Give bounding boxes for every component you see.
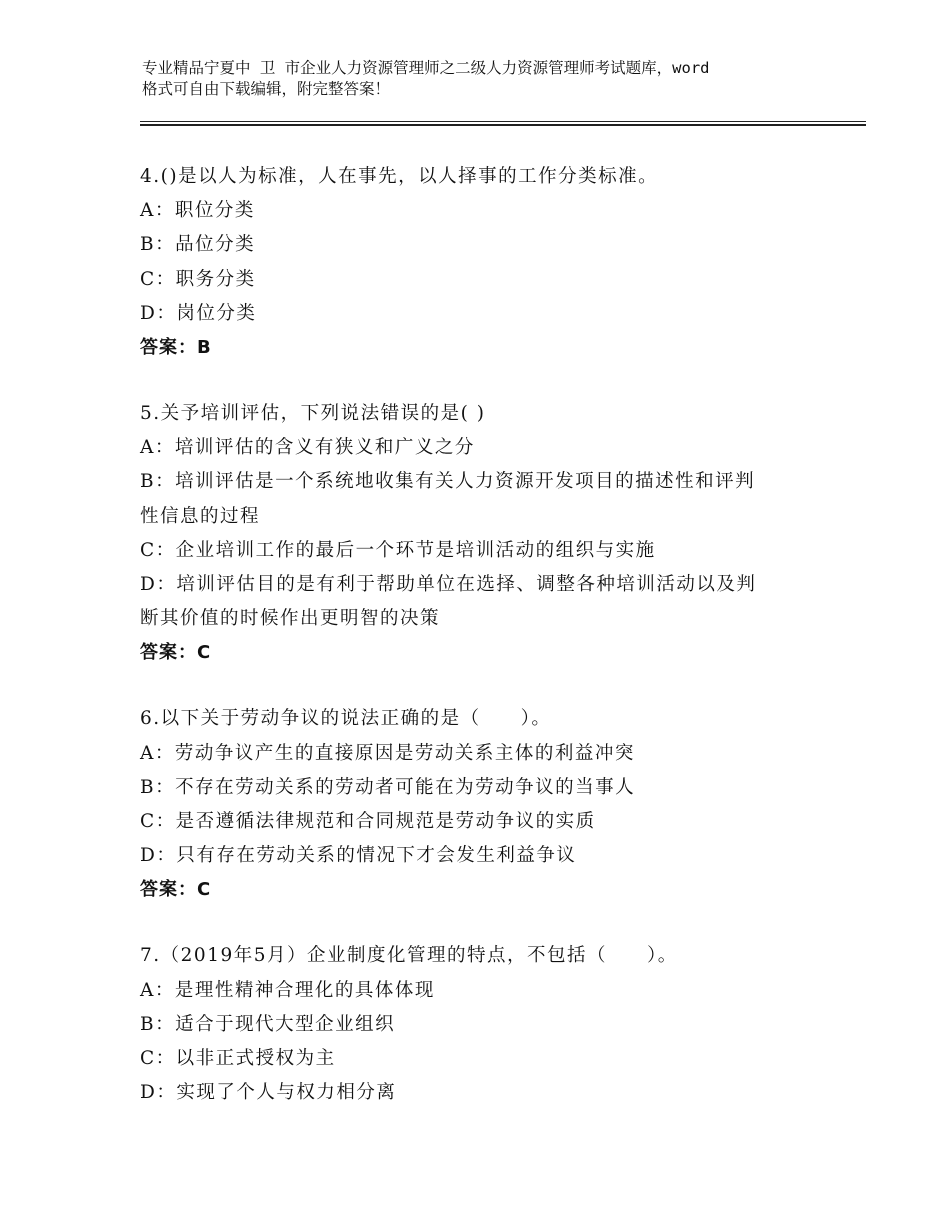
header-divider-thin xyxy=(140,121,866,122)
option-a: A：职位分类 xyxy=(140,200,255,222)
option-b-continued: 性信息的过程 xyxy=(140,505,261,527)
answer-label: 答案：C xyxy=(140,642,212,664)
option-d: D：只有存在劳动关系的情况下才会发生利益争议 xyxy=(140,845,577,867)
option-c: C：是否遵循法律规范和合同规范是劳动争议的实质 xyxy=(140,811,596,833)
question-stem: 5.关予培训评估，下列说法错误的是( ) xyxy=(140,403,486,425)
option-d: D：岗位分类 xyxy=(140,302,257,324)
question-list xyxy=(140,160,820,1142)
document-header xyxy=(142,58,842,100)
question-7 xyxy=(140,939,820,1110)
option-a: A：是理性精神合理化的具体体现 xyxy=(140,979,435,1001)
option-a: A：劳动争议产生的直接原因是劳动关系主体的利益冲突 xyxy=(140,742,635,764)
header-line-2: 格式可自由下载编辑，附完整答案！ xyxy=(142,80,391,98)
option-b: B：不存在劳动关系的劳动者可能在为劳动争议的当事人 xyxy=(140,776,636,798)
option-b: B：品位分类 xyxy=(140,234,256,256)
header-line-1: 专业精品宁夏中 卫 市企业人力资源管理师之二级人力资源管理师考试题库，word xyxy=(142,59,710,77)
question-4 xyxy=(140,160,820,365)
question-5 xyxy=(140,397,820,670)
option-d-continued: 断其价值的时候作出更明智的决策 xyxy=(140,608,441,630)
question-stem: 6.以下关于劳动争议的说法正确的是（ ）。 xyxy=(140,708,552,730)
question-stem: 4.()是以人为标准，人在事先，以人择事的工作分类标准。 xyxy=(140,166,659,187)
answer-label: 答案：B xyxy=(140,337,212,359)
question-stem: 7.（2019年5月）企业制度化管理的特点，不包括（ ）。 xyxy=(140,945,678,967)
option-c: C：企业培训工作的最后一个环节是培训活动的组织与实施 xyxy=(140,539,656,561)
option-b: B：适合于现代大型企业组织 xyxy=(140,1013,396,1035)
option-b: B：培训评估是一个系统地收集有关人力资源开发项目的描述性和评判 xyxy=(140,471,756,493)
option-c: C：职务分类 xyxy=(140,268,256,290)
header-divider-thick xyxy=(140,124,866,126)
option-c: C：以非正式授权为主 xyxy=(140,1048,336,1070)
question-6 xyxy=(140,702,820,907)
answer-label: 答案：C xyxy=(140,879,212,901)
option-d: D：培训评估目的是有利于帮助单位在选择、调整各种培训活动以及判 xyxy=(140,574,757,596)
option-a: A：培训评估的含义有狭义和广义之分 xyxy=(140,437,475,459)
option-d: D：实现了个人与权力相分离 xyxy=(140,1082,397,1104)
